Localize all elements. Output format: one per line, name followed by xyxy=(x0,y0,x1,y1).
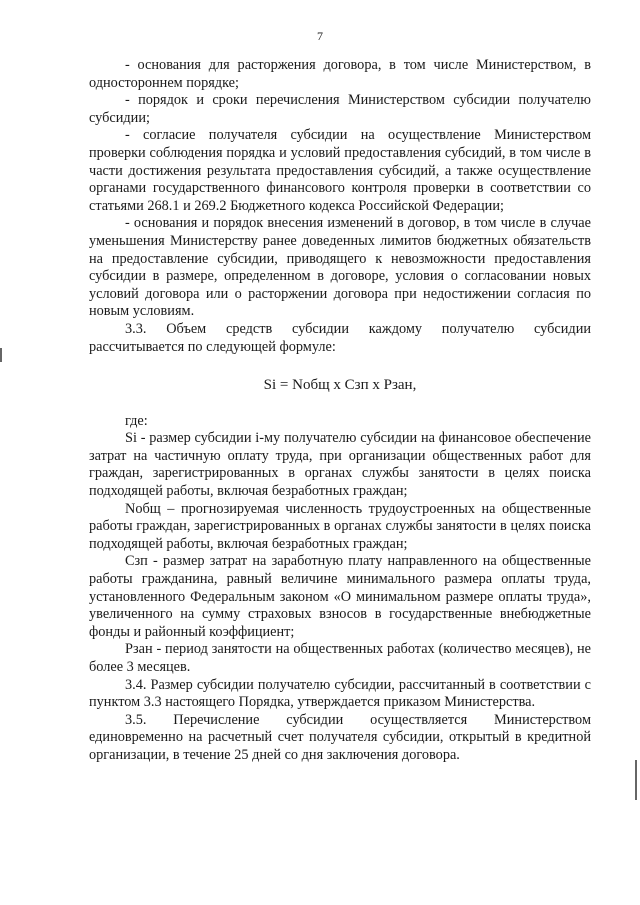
subsidy-formula: Si = Nобщ x Сзп x Рзан, xyxy=(263,377,417,394)
scan-edge-mark-right xyxy=(635,760,637,800)
paragraph-payment-terms: - порядок и сроки перечисления Министерством субсидии получателю субсидии; xyxy=(89,92,591,126)
paragraph-3-5: 3.5. Перечисление субсидии осуществляется Министерством единовременно на расчетный счет получателя субсидии, открытый в кредитной организации, в течение 25 дней со дня заключения договора. xyxy=(89,711,591,763)
definition-si: Si - размер субсидии i-му получателю субсидии на финансовое обеспечение затрат на частичную оплату труда, при организации общественных работ для граждан, зарегистрированных в органах службы занятости в целях поиска подходящей работы, включая безработных граждан; xyxy=(89,430,591,500)
paragraph-3-4: 3.4. Размер субсидии получателю субсидии, рассчитанный в соответствии с пунктом 3.3 настоящего Порядка, утверждается приказом Министерства. xyxy=(89,676,591,711)
definition-szp: Сзп - размер затрат на заработную плату направленного на общественные работы гражданина, равный величине минимального размера оплаты труда, установленного Федеральным законом «О минимальном размере оплаты труда», увеличенного на сумму страховых взносов в государственные внебюджетные фонды и районный коэффициент; xyxy=(89,553,591,640)
definition-rzan: Рзан - период занятости на общественных работах (количество месяцев), не более 3 месяцев. xyxy=(89,641,591,675)
definition-nobsch: Nобщ – прогнозируемая численность трудоустроенных на общественные работы граждан, зарегистрированных в органах службы занятости в целях поиска подходящей работы, включая безработных граждан; xyxy=(89,500,591,552)
document-body xyxy=(89,57,591,765)
paragraph-audit-consent: - согласие получателя субсидии на осуществление Министерством проверки соблюдения порядка и условий предоставления субсидий, в том числе в части достижения результата предоставления субсидий, а также осуществление органами государственного финансового контроля проверки в соответствии со статьями 268.1 и 269.2 Бюджетного кодекса Российской Федерации; xyxy=(89,127,591,214)
paragraph-3-3: 3.3. Объем средств субсидии каждому получателю субсидии рассчитывается по следующей формуле: xyxy=(89,320,591,355)
page-number: 7 xyxy=(317,29,323,43)
where-label: где: xyxy=(125,412,148,429)
paragraph-termination-grounds: - основания для расторжения договора, в том числе Министерством, в одностороннем порядке; xyxy=(89,57,591,91)
paragraph-amendment-procedure: - основания и порядок внесения изменений в договор, в том числе в случае уменьшения Министерству ранее доведенных лимитов бюджетных обязательств на предоставление субсидии, приводящего к невозможности предоставления субсидии в размере, определенном в договоре, условия о согласовании новых условий договора или о расторжении договора при недостижении согласия по новым условиям. xyxy=(89,215,591,320)
scan-edge-mark-left xyxy=(0,348,2,362)
